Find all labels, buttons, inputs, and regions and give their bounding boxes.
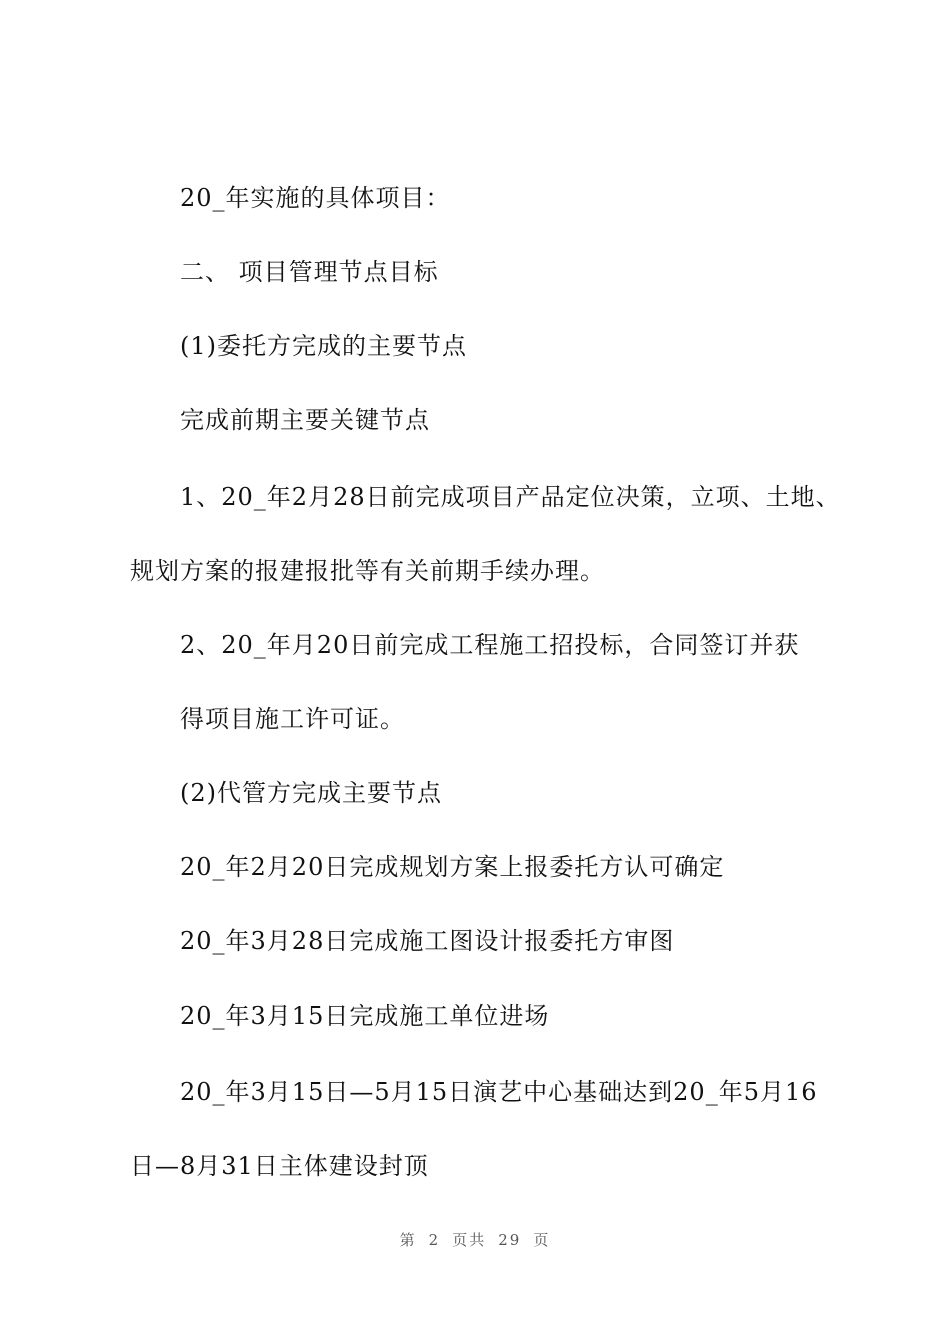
subsection-heading: (1)委托方完成的主要节点 <box>180 332 467 360</box>
milestone-line: 20_年2月20日完成规划方案上报委托方认可确定 <box>180 853 725 881</box>
milestone-line: 20_年3月28日完成施工图设计报委托方审图 <box>180 927 675 955</box>
milestone-line: 20_年3月15日完成施工单位进场 <box>180 1002 550 1030</box>
section-heading: 二、 项目管理节点目标 <box>180 258 439 286</box>
list-item-line: 2、20_年月20日前完成工程施工招投标，合同签订并获 <box>180 631 800 659</box>
milestone-continuation: 日—8月31日主体建设封顶 <box>130 1152 429 1180</box>
footer-page-number: 2 <box>428 1231 441 1249</box>
list-item-continuation: 规划方案的报建报批等有关前期手续办理。 <box>130 557 605 585</box>
page-footer <box>0 1229 950 1250</box>
milestone-line: 20_年3月15日—5月15日演艺中心基础达到20_年5月16 <box>180 1078 818 1106</box>
list-item-line: 1、20_年2月28日前完成项目产品定位决策，立项、土地、 <box>180 483 841 511</box>
footer-total-pages: 29 <box>498 1231 522 1249</box>
subsection-heading: (2)代管方完成主要节点 <box>180 779 442 807</box>
footer-suffix: 页 <box>533 1231 551 1249</box>
footer-prefix: 第 <box>399 1231 417 1249</box>
footer-mid: 页共 <box>452 1231 487 1249</box>
paragraph-line: 完成前期主要关键节点 <box>180 406 430 434</box>
paragraph-line: 20_年实施的具体项目： <box>180 184 451 212</box>
list-item-continuation: 得项目施工许可证。 <box>180 705 405 733</box>
